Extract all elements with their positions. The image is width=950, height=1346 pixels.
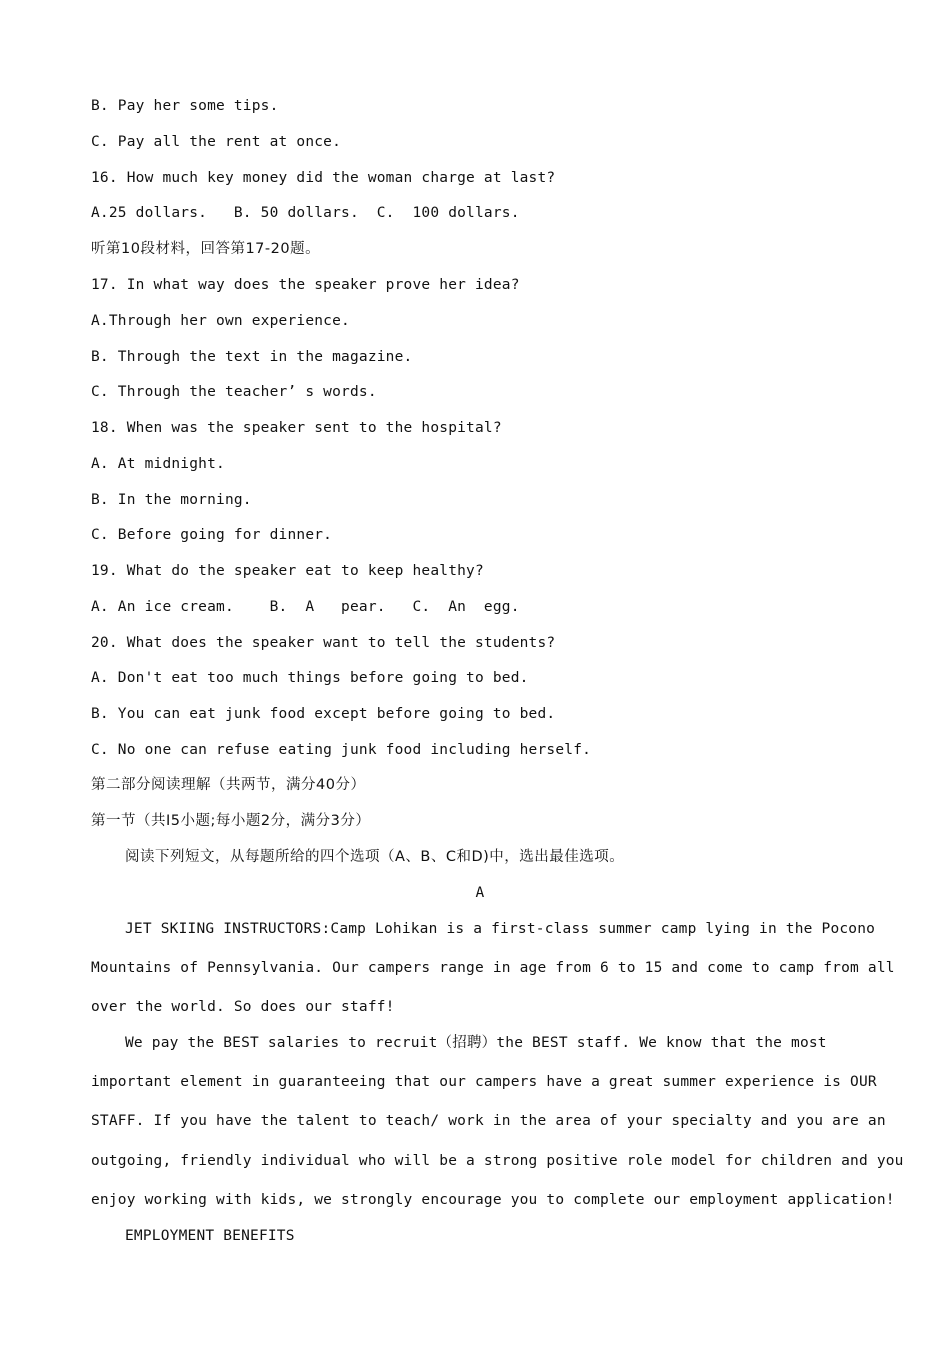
reading-instruction: 阅读下列短文，从每题所给的四个选项（A、B、C和D)中，选出最佳选项。 <box>125 849 625 865</box>
option-18a: A. At midnight. <box>91 456 225 472</box>
section-instruction-10: 听第10段材料，回答第17-20题。 <box>91 241 321 257</box>
question-18: 18. When was the speaker sent to the hospital? <box>91 420 502 436</box>
options-19: A. An ice cream. B. A pear. C. An egg. <box>91 599 520 615</box>
options-16: A.25 dollars. B. 50 dollars. C. 100 dollars. <box>91 205 520 221</box>
passage-line-1: JET SKIING INSTRUCTORS:Camp Lohikan is a first-class summer camp lying in the Pocono <box>125 921 876 937</box>
passage-line-3: over the world. So does our staff! <box>91 999 395 1015</box>
option-20b: B. You can eat junk food except before going to bed. <box>91 706 556 722</box>
option-17b: B. Through the text in the magazine. <box>91 349 413 365</box>
section-one-heading: 第一节（共I5小题;每小题2分，满分3分） <box>91 813 371 829</box>
passage-line-4: We pay the BEST salaries to recruit（招聘）the BEST staff. We know that the most <box>125 1035 827 1051</box>
passage-line-5: important element in guaranteeing that our campers have a great summer experience is OUR <box>91 1074 877 1090</box>
part-two-heading: 第二部分阅读理解（共两节，满分40分） <box>91 777 366 793</box>
passage-line-8: enjoy working with kids, we strongly encourage you to complete our employment application! <box>91 1192 895 1208</box>
option-15c: C. Pay all the rent at once. <box>91 134 342 150</box>
option-20c: C. No one can refuse eating junk food including herself. <box>91 742 592 758</box>
option-18c: C. Before going for dinner. <box>91 527 333 543</box>
question-19: 19. What do the speaker eat to keep healthy? <box>91 563 484 579</box>
passage-line-2: Mountains of Pennsylvania. Our campers range in age from 6 to 15 and come to camp from all <box>91 960 895 976</box>
option-17a: A.Through her own experience. <box>91 313 350 329</box>
benefits-heading: EMPLOYMENT BENEFITS <box>125 1228 295 1244</box>
passage-line-6: STAFF. If you have the talent to teach/ work in the area of your specialty and you are an <box>91 1113 886 1129</box>
passage-label: A <box>475 885 485 901</box>
option-20a: A. Don't eat too much things before going to bed. <box>91 670 529 686</box>
question-16: 16. How much key money did the woman charge at last? <box>91 170 556 186</box>
option-18b: B. In the morning. <box>91 492 252 508</box>
option-17c: C. Through the teacher’ s words. <box>91 384 377 400</box>
question-20: 20. What does the speaker want to tell the students? <box>91 635 556 651</box>
question-17: 17. In what way does the speaker prove her idea? <box>91 277 520 293</box>
option-15b: B. Pay her some tips. <box>91 98 279 114</box>
passage-line-7: outgoing, friendly individual who will be a strong positive role model for children and you <box>91 1153 904 1169</box>
